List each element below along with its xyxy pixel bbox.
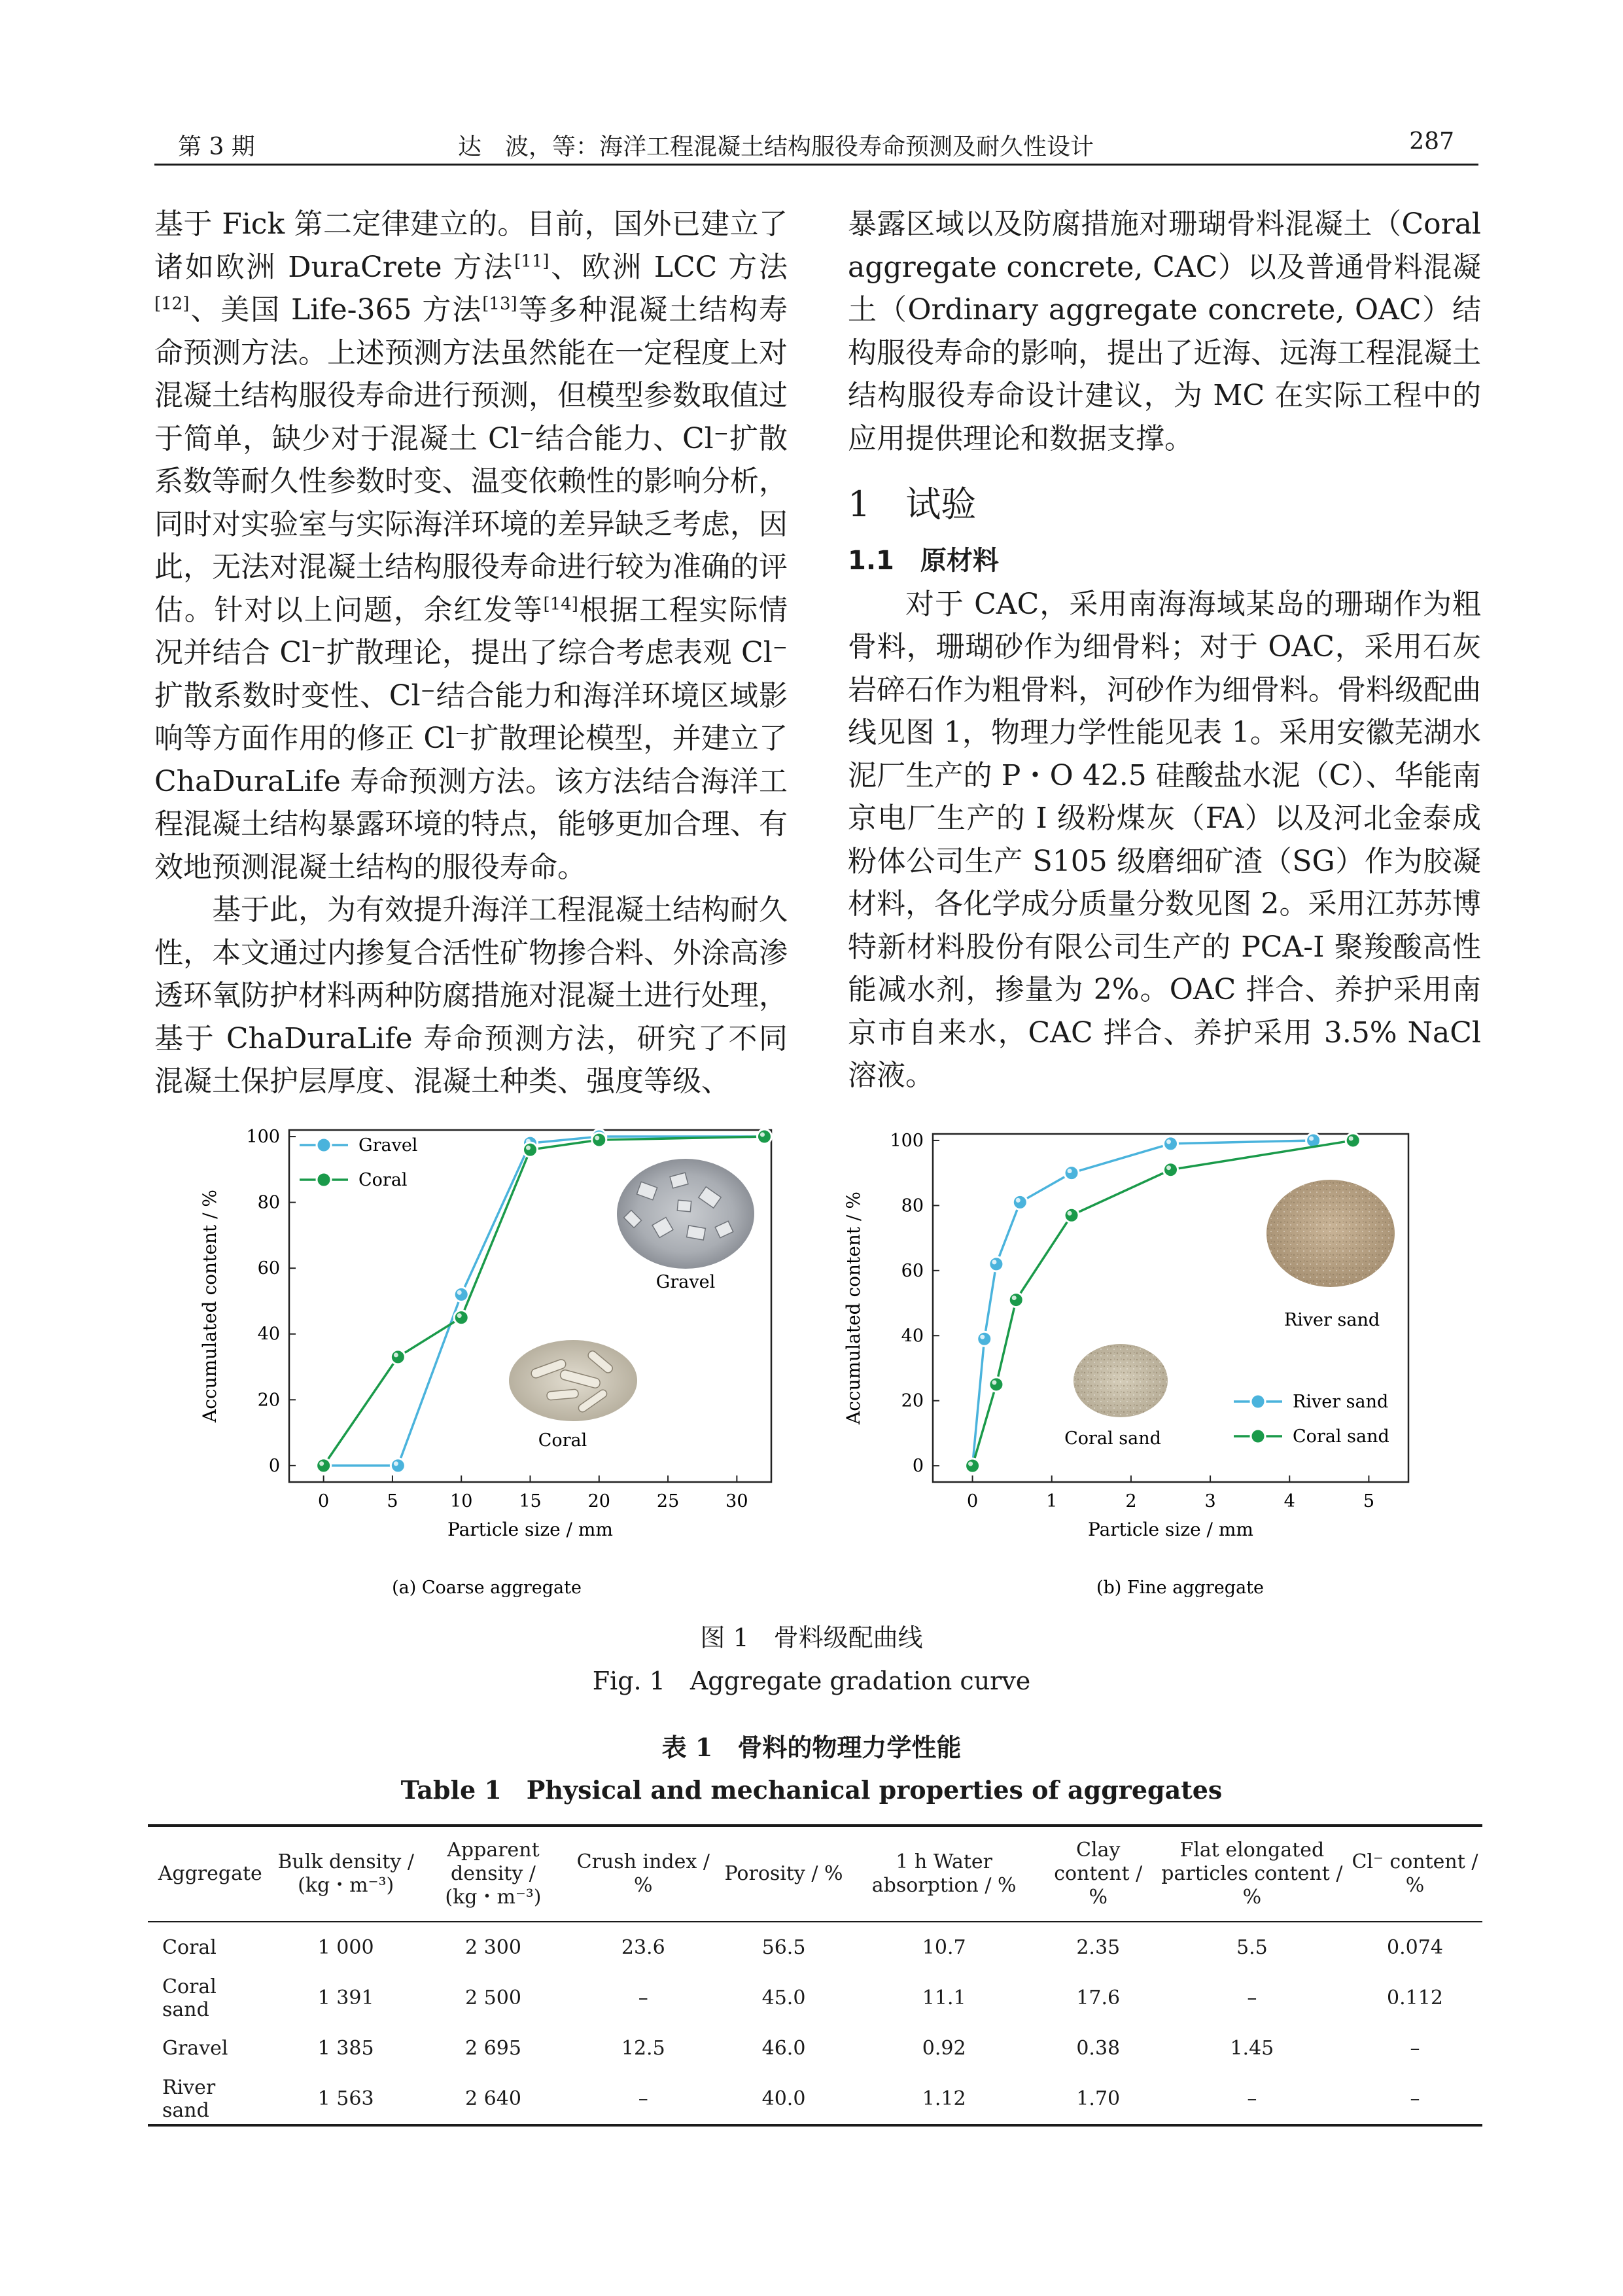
cell-chloride-content: – — [1348, 2074, 1482, 2125]
table-caption-en: Table 1 Physical and mechanical properties of aggregates — [400, 1775, 1223, 1805]
data-point-highlight — [595, 1136, 599, 1140]
table-row — [148, 2023, 1482, 2074]
col-header-porosity: Porosity / % — [719, 1826, 848, 1922]
cell-water-absorption: 0.92 — [922, 2037, 966, 2060]
y-tick-label: 80 — [901, 1195, 924, 1216]
cell-flat-elongated: 5.5 — [1236, 1936, 1268, 1959]
data-point — [966, 1458, 980, 1473]
legend-marker — [317, 1173, 331, 1187]
y-tick-label: 100 — [246, 1127, 280, 1148]
y-tick-label: 100 — [890, 1130, 924, 1151]
data-point-highlight — [1068, 1169, 1072, 1173]
x-tick-label: 30 — [725, 1491, 748, 1511]
cell-crush-index: 12.5 — [621, 2037, 665, 2060]
data-point-highlight — [760, 1133, 765, 1137]
data-point-highlight — [394, 1461, 398, 1466]
data-point-highlight — [992, 1260, 996, 1264]
y-tick-label: 40 — [257, 1324, 280, 1345]
x-tick-label: 20 — [587, 1491, 610, 1511]
paragraph-intro-continued: 基于 Fick 第二定律建立的。目前，国外已建立了诸如欧洲 DuraCrete 方法[11]、欧洲 LCC 方法[12]、美国 Life-365 方法[13]等多种混凝土结构寿命预测方法。上述预测方法虽然能在一定程度上对混凝土结构服役寿命进行预测，但模型参数取值过于简单，缺少对于混凝土 Cl⁻结合能力、Cl⁻扩散系数等耐久性参数时变、温变依赖性的影响分析，同时对实验室与实际海洋环境的差异缺乏考虑，因此，无法对混凝土结构服役寿命进行较为准确的评估。针对以上问题，余红发等[14]根据工程实际情况并结合 Cl⁻扩散理论，提出了综合考虑表观 Cl⁻扩散系数时变性、Cl⁻结合能力和海洋环境区域影响等方面作用的修正 Cl⁻扩散理论模型，并建立了 ChaDuraLife 寿命预测方法。该方法结合海洋工程混凝土结构暴露环境的特点，能够更加合理、有效地预测混凝土结构的服役寿命。 — [154, 207, 788, 884]
x-tick-label: 5 — [387, 1491, 398, 1511]
data-point-highlight — [457, 1313, 462, 1318]
cell-aggregate: River sand — [148, 2074, 273, 2125]
y-tick-label: 0 — [268, 1455, 280, 1476]
y-tick-label: 0 — [912, 1456, 924, 1477]
data-point — [1164, 1163, 1178, 1177]
cell-apparent-density: 2 500 — [465, 1987, 521, 2009]
header-rule — [154, 164, 1478, 166]
running-title: 达 波，等：海洋工程混凝土结构服役寿命预测及耐久性设计 — [458, 133, 1094, 160]
col-header-flat-elongated: Flat elongated particles content / % — [1157, 1826, 1348, 1922]
data-point-highlight — [526, 1146, 531, 1150]
citation-13[interactable]: [13] — [482, 294, 517, 314]
data-point-highlight — [1016, 1198, 1021, 1203]
cell-clay-content: 1.70 — [1040, 2074, 1157, 2125]
cell-porosity: 45.0 — [761, 1987, 806, 2009]
paragraph-materials: 对于 CAC，采用南海海域某岛的珊瑚作为粗骨料，珊瑚砂作为细骨料；对于 OAC，采用石灰岩碎石作为粗骨料，河砂作为细骨料。骨料级配曲线见图 1，物理力学性能见表 1。采用安徽芜湖水泥厂生产的 P・O 42.5 硅酸盐水泥（C）、华能南京电厂生产的 I 级粉煤灰（FA）以及河北金泰成粉体公司生产 S105 级磨细矿渣（SG）作为胶凝材料，各化学成分质量分数见图 2。采用江苏苏博特新材料股份有限公司生产的 PCA-I 聚羧酸高性能减水剂，掺量为 2%。OAC 拌合、养护采用南京市自来水，CAC 拌合、养护采用 3.5% NaCl 溶液。 — [848, 587, 1481, 1092]
left-column — [154, 203, 788, 1103]
x-tick-label: 0 — [966, 1491, 979, 1511]
gradation-charts — [154, 1116, 1478, 1613]
table-row — [148, 1973, 1482, 2023]
data-point — [989, 1257, 1003, 1271]
x-tick-label: 10 — [450, 1491, 473, 1511]
data-point — [391, 1458, 405, 1473]
photo-label-coral-sand: Coral sand — [1064, 1428, 1161, 1449]
photo-label-coral: Coral — [538, 1430, 587, 1451]
data-point-highlight — [457, 1290, 462, 1295]
citation-11[interactable]: [11] — [514, 251, 550, 271]
y-tick-label: 40 — [901, 1326, 924, 1347]
data-point-highlight — [1166, 1139, 1171, 1144]
data-point — [1064, 1166, 1079, 1180]
figure-caption-en: Fig. 1 Aggregate gradation curve — [592, 1667, 1031, 1695]
y-axis-label: Accumulated content / % — [843, 1191, 864, 1425]
x-tick-label: 0 — [318, 1491, 330, 1511]
river-sand-photo — [1266, 1180, 1395, 1287]
y-tick-label: 80 — [257, 1192, 280, 1213]
data-point — [1013, 1195, 1027, 1209]
y-axis-label: Accumulated content / % — [199, 1189, 220, 1423]
properties-table — [148, 1824, 1482, 2127]
data-point-highlight — [1068, 1211, 1072, 1216]
col-header-apparent-density: Apparent density / (kg・m⁻³) — [419, 1826, 567, 1922]
data-point-highlight — [1166, 1165, 1171, 1170]
x-tick-label: 5 — [1363, 1491, 1375, 1511]
gravel-photo — [617, 1159, 754, 1269]
cell-porosity: 40.0 — [719, 2074, 848, 2125]
legend-label: Coral — [358, 1170, 408, 1190]
data-point — [1346, 1133, 1360, 1148]
y-tick-label: 60 — [257, 1258, 280, 1279]
col-header-crush-index: Crush index / % — [567, 1826, 719, 1922]
paragraph-purpose: 基于此，为有效提升海洋工程混凝土结构耐久性，本文通过内掺复合活性矿物掺合料、外涂高渗透环氧防护材料两种防腐措施对混凝土进行处理，基于 ChaDuraLife 寿命预测方法，研究了不同混凝土保护层厚度、混凝土种类、强度等级、 — [154, 893, 788, 1098]
col-header-aggregate: Aggregate — [148, 1826, 273, 1922]
y-tick-label: 60 — [901, 1260, 924, 1281]
table-row — [148, 2074, 1482, 2125]
col-header-water-absorption: 1 h Water absorption / % — [848, 1826, 1040, 1922]
cell-aggregate: Coral sand — [162, 1975, 217, 2021]
cell-clay-content: 17.6 — [1076, 1987, 1121, 2009]
cell-flat-elongated: – — [1157, 2074, 1348, 2125]
data-point — [977, 1332, 992, 1346]
x-tick-label: 1 — [1046, 1491, 1058, 1511]
x-tick-label: 15 — [519, 1491, 542, 1511]
cell-clay-content: 0.38 — [1076, 2037, 1121, 2060]
coral-photo — [509, 1340, 637, 1421]
x-axis-label: Particle size / mm — [1088, 1519, 1253, 1540]
data-point — [757, 1129, 771, 1144]
series-line-river-sand — [973, 1140, 1314, 1466]
chart-panel-coarse — [199, 1127, 771, 1540]
cell-clay-content: 2.35 — [1076, 1936, 1121, 1959]
x-tick-label: 3 — [1204, 1491, 1216, 1511]
cell-flat-elongated: 1.45 — [1230, 2037, 1274, 2060]
data-point-highlight — [1012, 1296, 1017, 1300]
legend-marker — [1251, 1429, 1265, 1443]
x-axis-label: Particle size / mm — [447, 1519, 613, 1540]
data-point — [523, 1142, 538, 1157]
data-point — [1064, 1208, 1079, 1222]
figure-caption-cn: 图 1 骨料级配曲线 — [700, 1623, 923, 1652]
cell-chloride-content: 0.074 — [1387, 1936, 1443, 1959]
cell-water-absorption: 10.7 — [922, 1936, 966, 1959]
data-point — [1164, 1137, 1178, 1151]
cell-bulk-density: 1 391 — [317, 1987, 374, 2009]
legend-label: Coral sand — [1293, 1426, 1389, 1447]
y-tick-label: 20 — [257, 1390, 280, 1411]
cell-apparent-density: 2 300 — [465, 1936, 521, 1959]
photo-label-river-sand: River sand — [1283, 1310, 1380, 1330]
data-point — [454, 1311, 468, 1325]
cell-aggregate: Coral — [162, 1936, 217, 1959]
legend-marker — [1251, 1394, 1265, 1409]
cell-bulk-density: 1 000 — [317, 1936, 374, 1959]
journal-issue: 第 3 期 — [178, 133, 255, 160]
table-caption-cn: 表 1 骨料的物理力学性能 — [661, 1733, 962, 1762]
data-point-highlight — [968, 1462, 973, 1466]
col-header-chloride-content: Cl⁻ content / % — [1348, 1826, 1482, 1922]
data-point-highlight — [1349, 1136, 1353, 1140]
x-tick-label: 4 — [1283, 1491, 1295, 1511]
cell-flat-elongated: – — [1247, 1987, 1257, 2009]
col-header-clay-content: Clay content / % — [1040, 1826, 1157, 1922]
subcaption-coarse: (a) Coarse aggregate — [392, 1578, 582, 1598]
legend-label: River sand — [1293, 1392, 1389, 1412]
photo-label-gravel: Gravel — [655, 1272, 716, 1292]
cell-bulk-density: 1 563 — [273, 2074, 419, 2125]
x-tick-label: 25 — [656, 1491, 680, 1511]
data-point — [317, 1458, 331, 1473]
coral-sand-photo — [1073, 1344, 1168, 1417]
cell-apparent-density: 2 640 — [419, 2074, 567, 2125]
subsection-title: 1.1 原材料 — [848, 546, 999, 576]
cell-porosity: 56.5 — [761, 1936, 806, 1959]
data-point-highlight — [1309, 1136, 1314, 1140]
data-point — [391, 1350, 405, 1364]
cell-crush-index: – — [567, 2074, 719, 2125]
legend-marker — [317, 1138, 331, 1152]
right-column — [848, 203, 1481, 1097]
data-point — [1009, 1293, 1023, 1307]
citation-12[interactable]: [12] — [154, 294, 190, 314]
chart-panel-fine — [843, 1131, 1408, 1540]
cell-chloride-content: 0.112 — [1387, 1987, 1443, 2009]
data-point-highlight — [394, 1352, 398, 1357]
cell-water-absorption: 1.12 — [848, 2074, 1040, 2125]
cell-apparent-density: 2 695 — [465, 2037, 521, 2060]
x-tick-label: 2 — [1125, 1491, 1137, 1511]
y-tick-label: 20 — [901, 1390, 924, 1411]
data-point-highlight — [992, 1380, 996, 1385]
data-point — [592, 1133, 606, 1147]
citation-14[interactable]: [14] — [543, 593, 578, 614]
col-header-bulk-density: Bulk density / (kg・m⁻³) — [273, 1826, 419, 1922]
cell-aggregate: Gravel — [162, 2037, 228, 2060]
table-row — [148, 1922, 1482, 1973]
data-point — [989, 1377, 1003, 1392]
legend-label: Gravel — [358, 1135, 418, 1156]
section-title: 1 试验 — [848, 484, 977, 525]
data-point-highlight — [319, 1461, 324, 1466]
data-point — [454, 1287, 468, 1301]
cell-porosity: 46.0 — [761, 2037, 806, 2060]
paragraph-purpose-continued: 暴露区域以及防腐措施对珊瑚骨料混凝土（Coral aggregate concrete, CAC）以及普通骨料混凝土（Ordinary aggregate concrete, OAC）结构服役寿命的影响，提出了近海、远海工程混凝土结构服役寿命设计建议，为 MC 在实际工程中的应用提供理论和数据支撑。 — [848, 207, 1481, 455]
page-number: 287 — [1409, 128, 1454, 155]
cell-chloride-content: – — [1410, 2037, 1420, 2060]
subcaption-fine: (b) Fine aggregate — [1096, 1578, 1265, 1598]
figure-1 — [154, 1116, 1478, 1613]
cell-crush-index: – — [638, 1987, 648, 2009]
table-header-row — [148, 1826, 1482, 1922]
data-point-highlight — [980, 1335, 985, 1339]
cell-bulk-density: 1 385 — [317, 2037, 374, 2060]
cell-water-absorption: 11.1 — [922, 1987, 966, 2009]
cell-crush-index: 23.6 — [621, 1936, 665, 1959]
